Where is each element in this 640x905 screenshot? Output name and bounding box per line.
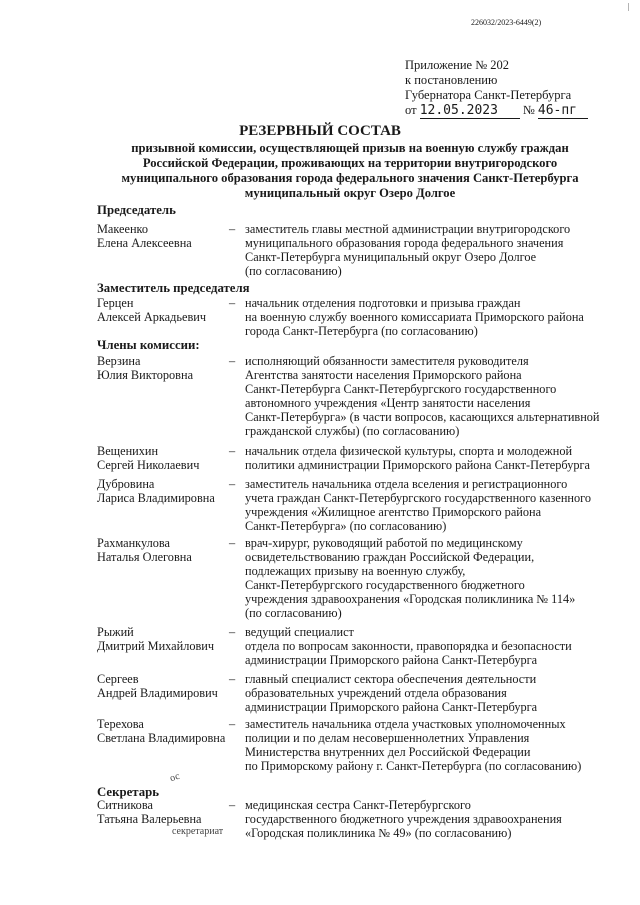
section-deputy: Заместитель председателя [97,281,250,295]
description-line: заместитель главы местной администрации внутригородского [245,222,571,236]
description-line: образовательных учреждений отдела образования [245,686,507,700]
member-given-names: Светлана Владимировна [97,731,226,745]
number-prefix: № [522,103,535,117]
member-surname: Дубровина [97,477,155,491]
member-name [97,672,218,700]
description-line: главный специалист сектора обеспечения деятельности [245,672,537,686]
member-surname: Рыжий [97,625,134,639]
member-given-names: Юлия Викторовна [97,368,194,382]
member-dash: – [229,625,236,639]
member-name [97,444,199,472]
description-line: Санкт-Петербурга» (в части вопросов, касающихся альтернативной [245,410,600,424]
member-given-names: Наталья Олеговна [97,550,192,564]
date-prefix: от [405,103,417,117]
date-value: 12.05.2023 [420,103,520,119]
description-line: Санкт-Петербургского государственного бюджетного [245,578,525,592]
description-line: государственного бюджетного учреждения здравоохранения [245,812,562,826]
document-title: РЕЗЕРВНЫЙ СОСТАВ [239,123,401,139]
member-surname: Макеенко [97,222,149,236]
member-given-names: Дмитрий Михайлович [97,639,215,653]
member-surname: Вещенихин [97,444,159,458]
description-line: заместитель начальника отдела вселения и регистрационного [245,477,568,491]
member-description [245,477,591,533]
description-line: учреждения здравоохранения «Городская поликлиника № 114» [245,592,576,606]
document-number: 226032/2023-6449(2) [471,18,542,27]
description-line: Агентства занятости населения Приморского района [245,368,522,382]
member-dash: – [229,536,236,550]
description-line: администрации Приморского района Санкт-Петербурга [245,700,538,714]
section-chair: Председатель [97,203,176,217]
description-line: заместитель начальника отдела участковых уполномоченных [245,717,566,731]
description-line: администрации Приморского района Санкт-Петербурга [245,653,538,667]
description-line: полиции и по делам несовершеннолетних Управления [245,731,530,745]
subtitle-line: муниципального образования города федерального значения Санкт-Петербурга [121,171,579,185]
member-dash: – [229,444,236,458]
member-name [97,354,193,382]
appendix-line: Губернатора Санкт-Петербурга [405,88,572,102]
member-description [245,625,572,667]
member-name [97,296,206,324]
description-line: по Приморскому району г. Санкт-Петербурга (по согласованию) [245,759,582,773]
member-given-names: Алексей Аркадьевич [97,310,207,324]
member-description [245,672,537,714]
description-line: медицинская сестра Санкт-Петербургского [245,798,471,812]
description-line: (по согласованию) [245,606,342,620]
subtitle-line: Российской Федерации, проживающих на территории внутригородского [142,156,558,170]
description-line: учета граждан Санкт-Петербургского государственного казенного [245,491,592,505]
appendix-block [405,58,588,119]
approval-mark: ос [168,770,182,785]
description-line: Санкт-Петербурга» (по согласованию) [245,519,447,533]
member-surname: Рахманкулова [97,536,170,550]
subtitle-line: призывной комиссии, осуществляющей призыв на военную службу граждан [131,141,569,155]
member-name [97,536,192,564]
appendix-line: Приложение № 202 [405,58,510,72]
description-line: Министерства внутренних дел Российской Федерации [245,745,531,759]
member-given-names: Татьяна Валерьевна [97,812,202,826]
member-surname: Терехова [97,717,144,731]
description-line: гражданской службы) (по согласованию) [245,424,460,438]
description-line: врач-хирург, руководящий работой по медицинскому [245,536,523,550]
corner-mark: | [628,2,630,11]
member-name [97,477,215,505]
member-description [245,536,575,620]
member-given-names: Лариса Владимировна [97,491,215,505]
description-line: Санкт-Петербурга Санкт-Петербургского государственного [245,382,557,396]
member-description [245,354,600,438]
member-surname: Герцен [97,296,134,310]
description-line: (по согласованию) [245,264,342,278]
description-line: освидетельствованию граждан Российской Федерации, [245,550,535,564]
description-line: «Городская поликлиника № 49» (по согласованию) [245,826,512,840]
member-surname: Верзина [97,354,141,368]
member-description [245,222,570,278]
member-surname: Ситникова [97,798,153,812]
section-members: Члены комиссии: [97,338,200,352]
member-given-names: Сергей Николаевич [97,458,200,472]
document-subtitle [80,141,620,201]
member-description [245,717,581,773]
description-line: учреждения «Жилищное агентство Приморского района [245,505,542,519]
member-given-names: Андрей Владимирович [97,686,218,700]
description-line: подлежащих призыву на военную службу, [245,564,466,578]
member-dash: – [229,222,236,236]
description-line: Санкт-Петербурга муниципальный округ Озеро Долгое [245,250,537,264]
member-dash: – [229,477,236,491]
member-surname: Сергеев [97,672,139,686]
section-secretary: Секретарь [97,785,159,799]
member-given-names: Елена Алексеевна [97,236,192,250]
description-line: ведущий специалист [245,625,354,639]
member-dash: – [229,672,236,686]
description-line: муниципального образования города федерального значения [245,236,564,250]
member-name [97,798,202,826]
description-line: автономного учреждения «Центр занятости населения [245,396,531,410]
appendix-date-line [405,103,588,119]
description-line: политики администрации Приморского района Санкт-Петербурга [245,458,590,472]
description-line: города Санкт-Петербурга (по согласованию) [245,324,478,338]
member-description [245,444,590,472]
member-dash: – [229,354,236,368]
member-dash: – [229,296,236,310]
subtitle-line: муниципальный округ Озеро Долгое [244,186,456,200]
appendix-line: к постановлению [405,73,498,87]
number-value: 46-пг [538,103,588,119]
description-line: исполняющий обязанности заместителя руководителя [245,354,529,368]
member-dash: – [229,717,236,731]
member-name [97,625,214,653]
member-dash: – [229,798,236,812]
secretariat-stamp: секретариат [172,826,224,837]
member-description [245,798,562,840]
description-line: начальник отделения подготовки и призыва граждан [245,296,521,310]
description-line: начальник отдела физической культуры, спорта и молодежной [245,444,573,458]
description-line: отдела по вопросам законности, правопорядка и безопасности [245,639,572,653]
description-line: на военную службу военного комиссариата Приморского района [245,310,584,324]
member-name [97,222,192,250]
member-description [245,296,584,338]
member-name [97,717,225,745]
